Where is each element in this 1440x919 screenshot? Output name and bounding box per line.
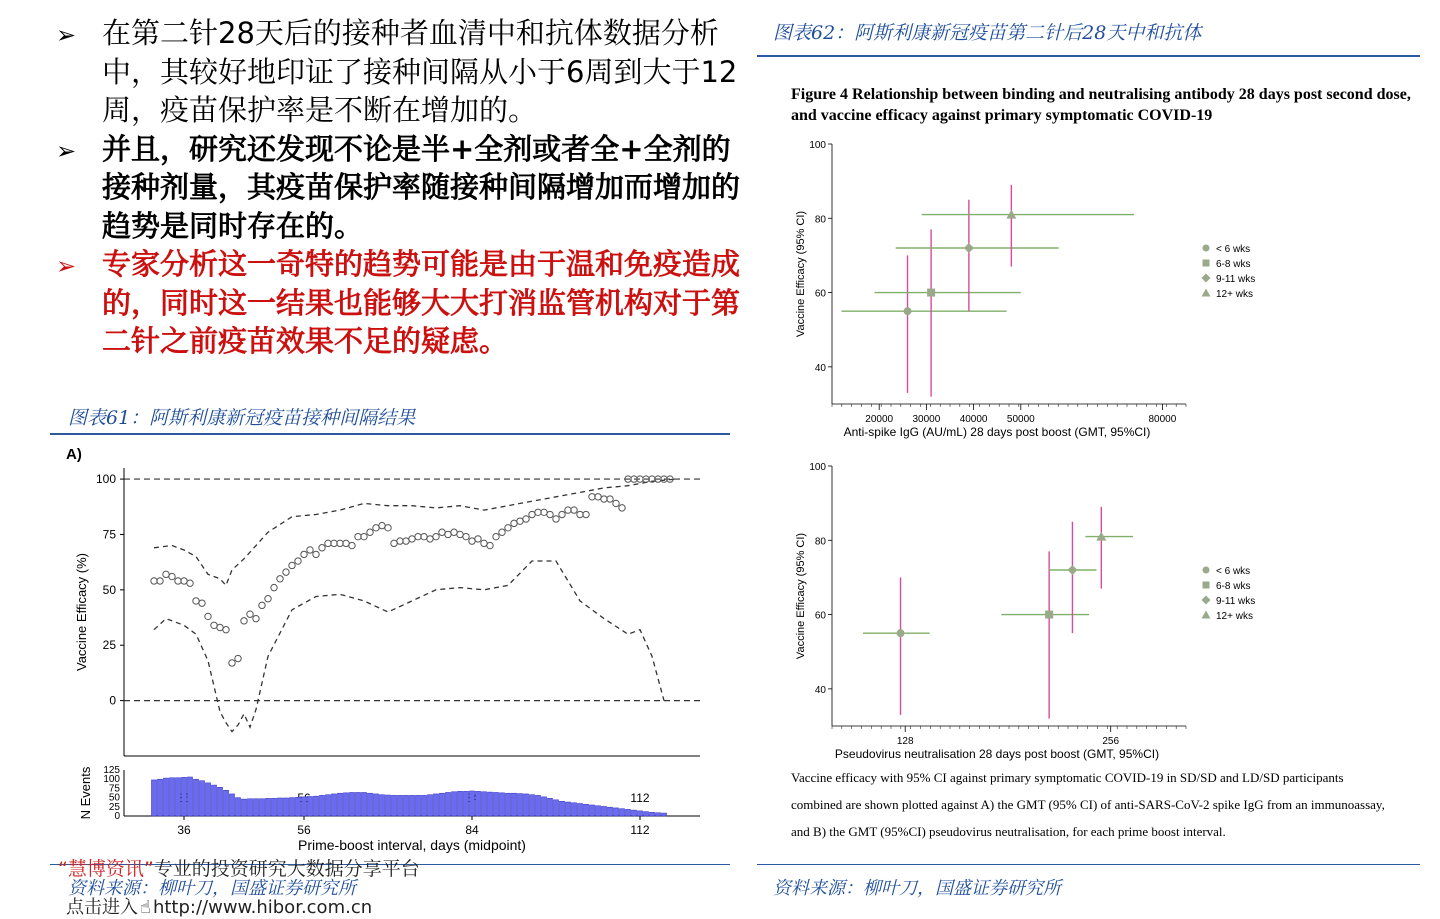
fig61-bars-y-axis-label: N Events (78, 766, 93, 820)
fig61-event-bar (643, 812, 648, 816)
fig61-point (355, 533, 361, 539)
fig61-event-bar (493, 792, 498, 816)
fig61-event-bar (301, 797, 306, 816)
bullet-item-3 (56, 245, 746, 361)
fig61-event-bar (211, 785, 216, 816)
fig61-point (163, 571, 169, 577)
fig62-x-tick-label: 30000 (912, 414, 941, 425)
fig62-x-tick-label: 50000 (1006, 414, 1035, 425)
fig61-event-bar (403, 795, 408, 816)
fig61-event-bar (661, 813, 666, 816)
fig61-point (403, 538, 409, 544)
fig61-event-bar (205, 783, 210, 816)
fig61-event-bar (325, 795, 330, 816)
fig61-point (307, 547, 313, 553)
fig61-event-bar (481, 792, 486, 816)
fig62-paper-title (791, 84, 1411, 126)
fig61-point (499, 529, 505, 535)
fig61-event-bar (451, 792, 456, 816)
fig61-point (475, 536, 481, 542)
fig62-legend-marker (1202, 596, 1211, 605)
fig61-event-bar (457, 791, 462, 816)
fig61-event-bar (307, 796, 312, 816)
fig61-event-bar (157, 779, 162, 816)
fig61-event-bar (319, 795, 324, 816)
fig61-point (601, 496, 607, 502)
watermark-close-quote: ” (143, 858, 154, 880)
fig61-point (193, 598, 199, 604)
fig61-point (451, 529, 457, 535)
fig61-event-bar (361, 792, 366, 816)
fig61-point (613, 500, 619, 506)
fig61-event-bar (595, 806, 600, 816)
fig62-point-square (927, 289, 935, 297)
fig62-bottom-rule (757, 864, 1420, 865)
fig62-point-circle (904, 307, 912, 315)
arrow-bullet-icon: ➢ (56, 252, 77, 280)
fig61-bars-y-tick-label: 0 (114, 811, 120, 822)
fig62-point-diamond (1067, 565, 1077, 575)
fig61-point (271, 584, 277, 590)
fig61-point (325, 540, 331, 546)
fig61-point (265, 596, 271, 602)
fig61-event-bar (229, 794, 234, 816)
fig61-point (373, 525, 379, 531)
fig61-point (283, 569, 289, 575)
fig61-point (481, 540, 487, 546)
fig61-y-tick-label: 75 (102, 527, 116, 542)
fig61-point (529, 511, 535, 517)
bullet-item-1 (56, 14, 746, 130)
fig62-x-tick-label: 20000 (865, 414, 894, 425)
fig61-point (415, 533, 421, 539)
fig61-point (469, 538, 475, 544)
fig61-event-bar (409, 795, 414, 816)
fig61-point (577, 511, 583, 517)
fig61-y-tick-label: 0 (109, 693, 116, 708)
fig62-top-rule (757, 55, 1420, 57)
fig61-event-bar (313, 796, 318, 816)
bullet-list (56, 14, 746, 361)
fig61-point (595, 494, 601, 500)
fig61-event-bar (277, 798, 282, 816)
watermark-open-quote: “ (58, 858, 68, 880)
fig62-legend-marker (1203, 245, 1210, 252)
fig61-event-bar (511, 793, 516, 816)
fig61-point (427, 536, 433, 542)
fig61-event-bar (355, 792, 360, 816)
fig61-point (391, 540, 397, 546)
fig61-event-bar (163, 778, 168, 816)
fig62-legend-label: < 6 wks (1216, 244, 1251, 255)
watermark-banner (58, 854, 420, 881)
fig61-event-bar (475, 791, 480, 816)
fig61-bars-y-tick-label: 125 (103, 765, 120, 776)
fig61-event-bar (583, 804, 588, 816)
fig61-point (607, 496, 613, 502)
fig61-point (433, 533, 439, 539)
fig62-caption (791, 764, 1385, 845)
fig61-event-bar (463, 791, 468, 816)
fig61-event-bar (589, 805, 594, 816)
fig61-point (571, 507, 577, 513)
fig62-caption-line3: and B) the GMT (95%CI) pseudovirus neutralisation, for each prime boost interval. (791, 824, 1226, 839)
fig61-title: 图表61：阿斯利康新冠疫苗接种间隔结果 (68, 407, 416, 429)
fig61-event-bar (535, 795, 540, 816)
fig61-point (151, 578, 157, 584)
fig61-event-bar (637, 811, 642, 816)
fig61-event-bar (517, 794, 522, 816)
fig61-event-bar (283, 798, 288, 816)
fig61-event-bar (187, 777, 192, 816)
fig61-event-bar (613, 808, 618, 816)
fig61-point (187, 580, 193, 586)
fig61-event-bar (223, 790, 228, 816)
fig61-point (439, 529, 445, 535)
fig61-event-bar (505, 793, 510, 816)
fig61-event-bar (553, 800, 558, 816)
fig61-event-bar (367, 793, 372, 816)
fig62-legend-marker (1202, 274, 1211, 283)
fig62-point-diamond (964, 243, 974, 253)
fig62-caption-line2: combined are shown plotted against A) the GMT (95% CI) of anti-SARS-CoV-2 spike IgG from an immunoassay, (791, 797, 1385, 812)
fig61-y-tick-label: 50 (102, 582, 116, 597)
fig61-point (535, 509, 541, 515)
fig61-event-bar (295, 797, 300, 816)
fig62-y-axis-label: Vaccine Efficacy (95% CI) (795, 210, 807, 338)
fig61-point (253, 615, 259, 621)
fig61-point (553, 516, 559, 522)
fig61-point (343, 540, 349, 546)
fig61-bars-y-tick-label: 25 (108, 801, 120, 813)
fig61-point (583, 511, 589, 517)
fig61-event-bar (217, 787, 222, 816)
fig61-event-bar (427, 795, 432, 816)
fig61-point (445, 531, 451, 537)
fig61-point (409, 536, 415, 542)
fig61-point (247, 611, 253, 617)
fig62-caption-line1: Vaccine efficacy with 95% CI against primary symptomatic COVID-19 in SD/SD and LD/SD participants (791, 770, 1344, 785)
fig61-event-bar (151, 780, 156, 816)
fig61-event-bar (289, 798, 294, 816)
fig62-y-tick-label: 40 (814, 362, 826, 374)
fig61-event-bar (169, 778, 174, 816)
fig61-event-bar (529, 795, 534, 816)
fig61-event-bar (559, 801, 564, 816)
watermark-slogan: 专业的投资研究大数据分享平台 (153, 858, 420, 880)
fig61-event-bar (373, 794, 378, 816)
fig61-point (331, 540, 337, 546)
fig61-point (589, 494, 595, 500)
fig61-event-bar (175, 778, 180, 816)
fig61-top-rule (50, 433, 730, 435)
fig61-event-bar (421, 795, 426, 816)
fig61-bars-x-tick-label: 56 (297, 823, 311, 837)
fig62-legend-marker (1202, 289, 1211, 297)
fig61-point (349, 542, 355, 548)
fig61-point (619, 505, 625, 511)
fig61-event-bar (247, 799, 252, 816)
fig62-legend-marker (1203, 260, 1210, 267)
fig61-point (157, 578, 163, 584)
fig62-y-tick-label: 100 (809, 140, 826, 151)
fig61-event-bar (385, 795, 390, 816)
fig61-event-bar (577, 803, 582, 816)
fig61-bars-y-tick-label: 50 (108, 792, 120, 804)
fig61-point (199, 600, 205, 606)
fig61-point (565, 507, 571, 513)
fig62-x-tick-label: 256 (1102, 736, 1120, 747)
fig61-point (295, 558, 301, 564)
fig61-point (211, 622, 217, 628)
fig61-event-bar (397, 795, 402, 816)
fig61-point (547, 511, 553, 517)
fig62-chart-b (760, 450, 1420, 768)
fig61-point (241, 618, 247, 624)
fig61-event-bar (331, 794, 336, 816)
fig61-point (337, 540, 343, 546)
fig62-legend-marker (1202, 611, 1211, 619)
fig62-x-axis-label: Pseudovirus neutralisation 28 days post boost (GMT, 95%CI) (834, 747, 1160, 761)
fig61-event-bar (607, 807, 612, 816)
fig61-event-bar (565, 802, 570, 816)
bullet-text-3: 专家分析这一奇特的趋势可能是由于温和免疫造成的，同时这一结果也能够大大打消监管机构对于第二针之前疫苗效果不足的疑虑。 (102, 247, 741, 358)
fig61-point (511, 520, 517, 526)
fig61-point (205, 613, 211, 619)
watermark-link[interactable] (66, 893, 372, 919)
fig62-y-tick-label: 80 (814, 214, 826, 226)
fig61-point (421, 533, 427, 539)
fig61-point (517, 518, 523, 524)
fig62-x-tick-label: 128 (896, 736, 914, 747)
fig62-legend-label: 9-11 wks (1216, 596, 1256, 607)
fig61-event-bar (631, 810, 636, 816)
fig62-source: 资料来源：柳叶刀，国盛证券研究所 (773, 878, 1061, 899)
fig61-event-bar (445, 792, 450, 816)
fig61-point (301, 551, 307, 557)
fig61-event-bar (379, 795, 384, 816)
fig61-point (361, 533, 367, 539)
fig62-legend-label: 12+ wks (1216, 611, 1253, 622)
fig61-source: 资料来源：柳叶刀，国盛证券研究所 (68, 878, 356, 899)
fig62-x-tick-label: 80000 (1148, 414, 1177, 425)
fig62-point-square (1045, 611, 1053, 619)
fig62-legend-label: 12+ wks (1216, 289, 1253, 300)
fig61-event-bar (601, 806, 606, 816)
fig62-y-tick-label: 40 (814, 684, 826, 696)
pointer-hand-icon: ☝ (140, 897, 151, 918)
fig61-bars-x-tick-label: 36 (177, 823, 191, 837)
fig61-point (541, 509, 547, 515)
fig61-point (493, 533, 499, 539)
fig61-point (235, 655, 241, 661)
fig61-point (523, 516, 529, 522)
fig61-point (313, 551, 319, 557)
fig61-event-bar (193, 779, 198, 816)
fig61-event-bar (199, 781, 204, 816)
fig61-event-bar (649, 812, 654, 816)
fig62-y-tick-label: 60 (814, 610, 826, 622)
fig62-paper-title-line2: and vaccine efficacy against primary symptomatic COVID-19 (791, 107, 1213, 124)
fig61-point (169, 573, 175, 579)
fig62-y-axis-label: Vaccine Efficacy (95% CI) (795, 532, 807, 660)
fig61-point (223, 627, 229, 633)
fig62-legend-label: 6-8 wks (1216, 259, 1251, 270)
fig61-y-tick-label: 25 (102, 638, 116, 653)
fig61-point (385, 525, 391, 531)
fig61-event-bar (523, 794, 528, 816)
fig61-event-bar (469, 791, 474, 816)
fig61-bars-x-tick-label: 84 (465, 823, 479, 837)
fig61-point (463, 533, 469, 539)
fig61-event-bar (571, 803, 576, 816)
fig61-upper-ci-line (154, 479, 676, 585)
fig62-x-tick-label: 40000 (959, 414, 988, 425)
bullet-item-2 (56, 130, 746, 246)
fig61-event-bar (235, 798, 240, 816)
bullet-text-2: 并且，研究还发现不论是半+全剂或者全+全剂的接种剂量，其疫苗保护率随接种间隔增加而增加的趋势是同时存在的。 (102, 131, 741, 243)
watermark-brand: 慧博资讯 (67, 858, 144, 880)
fig61-event-bar (271, 798, 276, 816)
fig61-point (319, 545, 325, 551)
fig62-y-tick-label: 80 (814, 536, 826, 548)
fig61-y-axis-label: Vaccine Efficacy (%) (74, 552, 89, 672)
fig61-bars-y-tick-label: 100 (103, 774, 120, 786)
fig61-point (505, 525, 511, 531)
fig61-panel-label: A) (66, 446, 82, 463)
fig61-point (259, 602, 265, 608)
fig61-event-bar (433, 794, 438, 816)
fig61-point (229, 660, 235, 666)
fig61-bars-y-tick-label: 75 (108, 783, 120, 795)
fig61-event-bar (241, 799, 246, 816)
fig62-x-axis-label: Anti-spike IgG (AU/mL) 28 days post boost (GMT, 95%CI) (843, 425, 1151, 439)
fig62-legend-label: 9-11 wks (1216, 274, 1256, 285)
fig61-event-bar (547, 798, 552, 816)
fig61-event-bar (541, 797, 546, 816)
fig61-event-bar (391, 795, 396, 816)
bullet-text-1: 在第二针28天后的接种者血清中和抗体数据分析中，其较好地印证了接种间隔从小于6周到大于12周，疫苗保护率是不断在增加的。 (102, 16, 738, 127)
fig61-event-bar (439, 793, 444, 816)
fig61-event-bar (181, 777, 186, 816)
fig61-event-bar (253, 799, 258, 816)
fig61-event-bar (337, 793, 342, 816)
fig61-point (457, 531, 463, 537)
fig61-chart (50, 438, 730, 858)
fig61-event-bar (619, 809, 624, 816)
fig62-title: 图表62：阿斯利康新冠疫苗第二针后28天中和抗体 (773, 22, 1202, 44)
fig61-event-bar (499, 793, 504, 816)
fig61-point (217, 624, 223, 630)
fig62-legend-label: 6-8 wks (1216, 581, 1251, 592)
fig61-point (175, 578, 181, 584)
fig61-point (379, 522, 385, 528)
fig61-bars-x-tick-label: 112 (630, 823, 650, 837)
fig62-chart-a (760, 128, 1420, 448)
fig62-legend-marker (1203, 567, 1210, 574)
fig61-point (559, 511, 565, 517)
arrow-bullet-icon: ➢ (56, 21, 77, 49)
watermark-url[interactable]: http://www.hibor.com.cn (152, 897, 373, 918)
fig61-event-bar (655, 813, 660, 816)
fig61-point (181, 578, 187, 584)
fig61-y-tick-label: 100 (95, 472, 116, 487)
fig61-x-axis-label: Prime-boost interval, days (midpoint) (298, 837, 526, 853)
fig61-point (487, 542, 493, 548)
fig61-event-bar (349, 792, 354, 816)
fig61-point (289, 562, 295, 568)
fig61-event-bar (265, 798, 270, 816)
fig61-point (367, 529, 373, 535)
fig61-lower-ci-line (154, 561, 664, 732)
fig61-point (277, 576, 283, 582)
arrow-bullet-icon: ➢ (56, 136, 77, 165)
fig61-event-bar (415, 795, 420, 816)
fig61-event-bar (343, 793, 348, 816)
watermark-click-label: 点击进入 (66, 897, 138, 918)
fig62-point-circle (897, 629, 905, 637)
fig61-event-bar (487, 792, 492, 816)
fig61-point (397, 538, 403, 544)
fig61-event-bar (259, 799, 264, 816)
fig61-event-bar (625, 809, 630, 816)
fig62-y-tick-label: 60 (814, 288, 826, 300)
fig62-paper-title-line1: Figure 4 Relationship between binding and neutralising antibody 28 days post second dose, (791, 86, 1411, 103)
fig62-y-tick-label: 100 (809, 462, 826, 473)
fig61-x-tick-label: 112 (630, 791, 650, 805)
fig62-legend-label: < 6 wks (1216, 566, 1251, 577)
fig62-legend-marker (1203, 582, 1210, 589)
